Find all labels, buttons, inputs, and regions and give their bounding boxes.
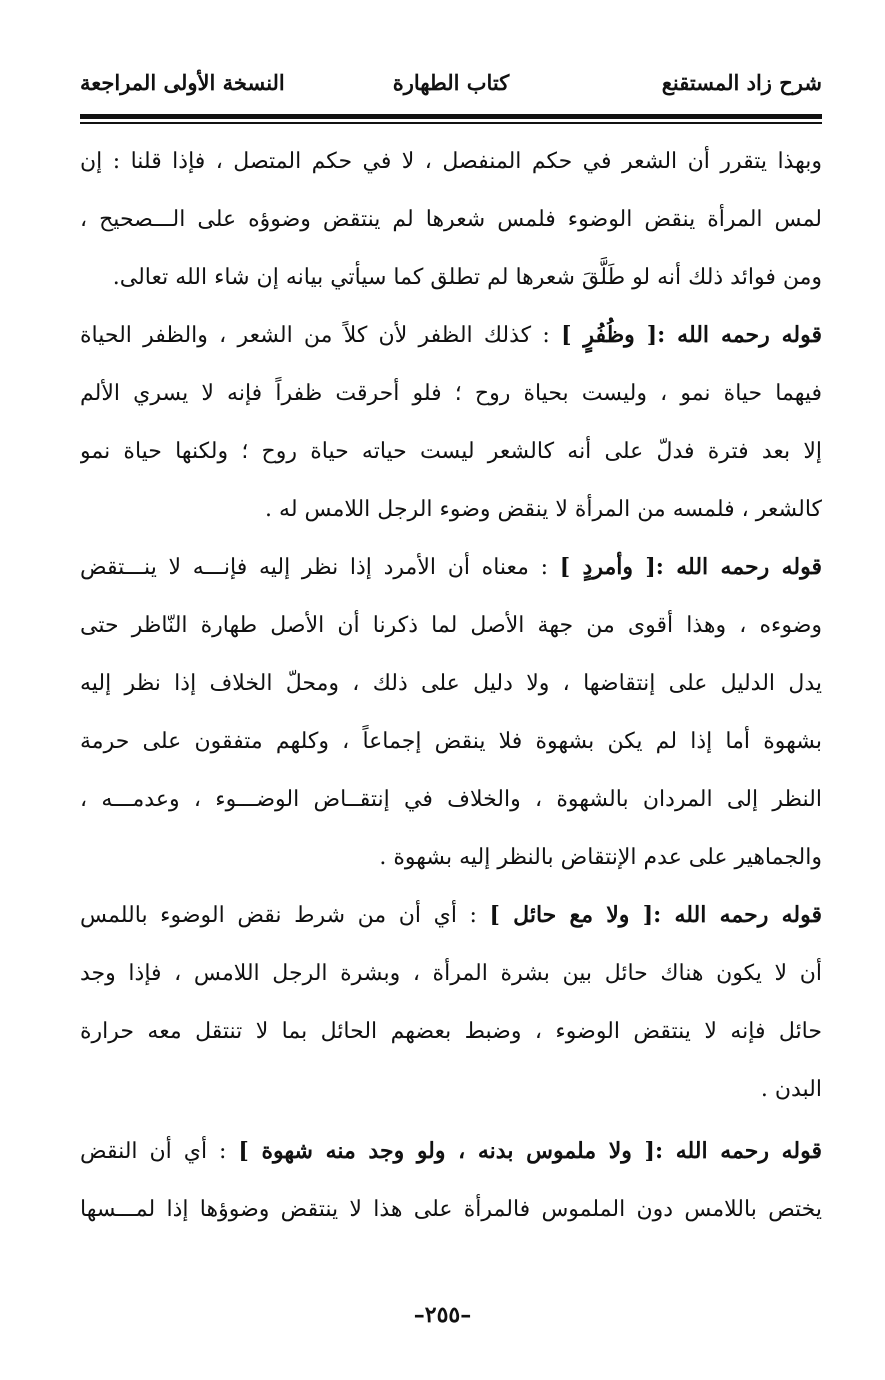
text-line <box>80 190 822 248</box>
line-text: وبهذا يتقرر أن الشعر في حكم المنفصل ، لا في حكم المتصل ، فإذا قلنا : إن <box>80 149 822 174</box>
line-text: النظر إلى المردان بالشهوة ، والخلاف في إنتقــاض الوضـــوء ، وعدمـــه ، <box>80 787 822 812</box>
text-line <box>80 306 822 364</box>
header-rule-thick <box>80 114 822 119</box>
line-text: ومن فوائد ذلك أنه لو طَلَّقَ شعرها لم تطلق كما سيأتي بيانه إن شاء الله تعالى. <box>112 265 822 290</box>
text-line <box>80 654 822 712</box>
text-line <box>80 422 822 480</box>
text-line <box>80 886 822 944</box>
bold-lead: قوله رحمه الله :[ ولا مع حائل ] <box>489 902 822 928</box>
text-line <box>80 828 822 886</box>
text-line <box>80 1060 822 1118</box>
text-line <box>80 770 822 828</box>
line-text: لمس المرأة ينقض الوضوء فلمس شعرها لم ينتقض وضوؤه على الـــصحيح ، <box>80 207 822 232</box>
text-line <box>80 480 822 538</box>
header-edition-note: النسخة الأولى المراجعة <box>80 70 285 95</box>
text-line <box>80 248 822 306</box>
header-book-title: شرح زاد المستقنع <box>661 70 822 95</box>
line-text: : أي أن النقض <box>80 1139 239 1164</box>
bold-lead: قوله رحمه الله :[ ولا ملموس بدنه ، ولو وجد منه شهوة ] <box>238 1138 822 1164</box>
text-line <box>80 538 822 596</box>
text-line <box>80 1122 822 1180</box>
line-text: يختص باللامس دون الملموس فالمرأة على هذا لا ينتقض وضوؤها إذا لمـــسها <box>80 1197 822 1222</box>
line-text: بشهوة أما إذا لم يكن بشهوة فلا ينقض إجماعاً ، وكلهم متفقون على حرمة <box>80 729 822 754</box>
line-text: : كذلك الظفر لأن كلاً من الشعر ، والظفر الحياة <box>80 323 562 348</box>
page-number: –٢٥٥– <box>413 1302 472 1328</box>
text-line <box>80 596 822 654</box>
line-text: كالشعر ، فلمسه من المرأة لا ينقض وضوء الرجل اللامس له . <box>265 497 822 522</box>
bold-lead: قوله رحمه الله :[ وظُفُرٍ ] <box>561 322 822 348</box>
line-text: فيهما حياة نمو ، وليست بحياة روح ؛ فلو أحرقت ظفراً فإنه لا يسري الألم <box>80 381 822 406</box>
text-line <box>80 1180 822 1238</box>
header-chapter-title: كتاب الطهارة <box>392 70 510 95</box>
line-text: والجماهير على عدم الإنتقاض بالنظر إليه بشهوة . <box>379 845 822 870</box>
header-rule-thin <box>80 122 822 124</box>
bold-lead: قوله رحمه الله :[ وأمردٍ ] <box>559 554 822 580</box>
text-line <box>80 132 822 190</box>
line-text: حائل فإنه لا ينتقض الوضوء ، وضبط بعضهم الحائل بما لا تنتقل معه حرارة <box>80 1019 822 1044</box>
line-text: البدن . <box>760 1077 822 1102</box>
page-body <box>80 132 822 1238</box>
line-text: إلا بعد فترة فدلّ على أنه كالشعر ليست حياته حياة روح ؛ ولكنها حياة نمو <box>80 439 822 464</box>
line-text: : معناه أن الأمرد إذا نظر إليه فإنـــه لا ينـــتقض <box>80 555 560 580</box>
line-text: يدل الدليل على إنتقاضها ، ولا دليل على ذلك ، ومحلّ الخلاف إذا نظر إليه <box>80 671 822 696</box>
text-line <box>80 712 822 770</box>
text-line <box>80 944 822 1002</box>
line-text: : أي أن من شرط نقض الوضوء باللمس <box>80 903 490 928</box>
line-text: أن لا يكون هناك حائل بين بشرة المرأة ، وبشرة الرجل اللامس ، فإذا وجد <box>80 961 822 986</box>
text-line <box>80 1002 822 1060</box>
line-text: وضوءه ، وهذا أقوى من جهة الأصل لما ذكرنا أن الأصل طهارة النّاظر حتى <box>80 613 822 638</box>
text-line <box>80 364 822 422</box>
running-header <box>80 70 822 106</box>
